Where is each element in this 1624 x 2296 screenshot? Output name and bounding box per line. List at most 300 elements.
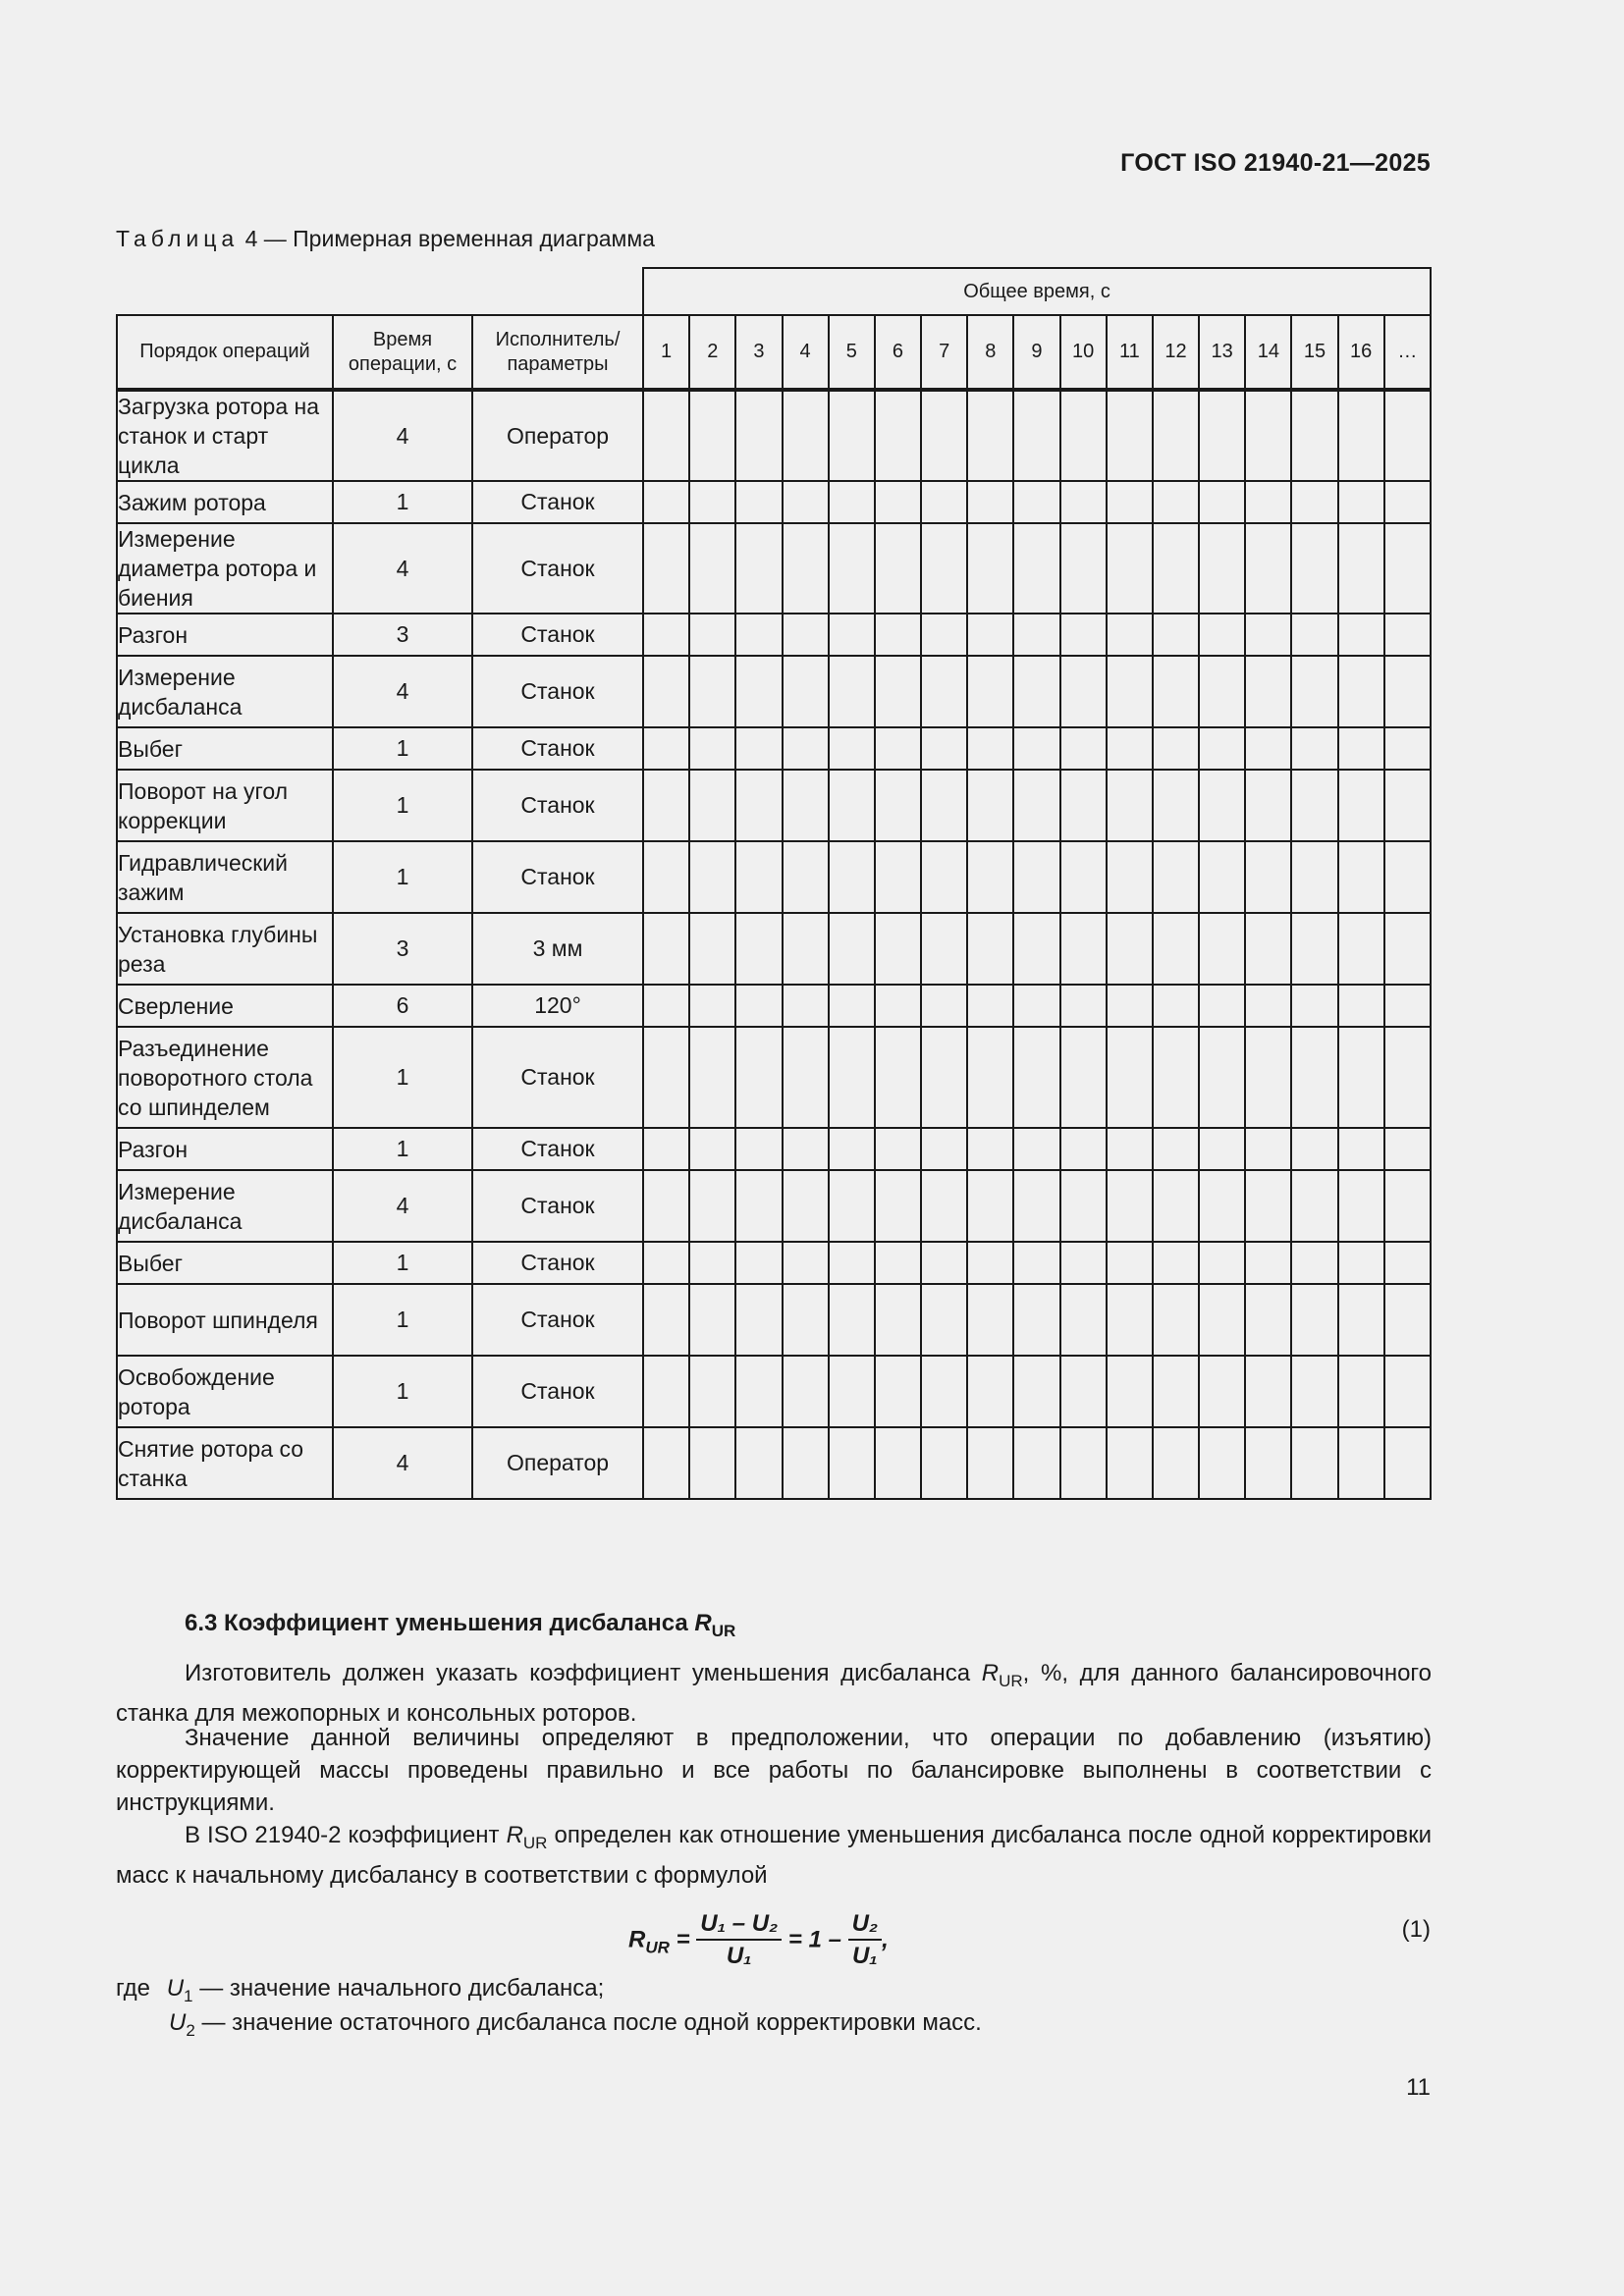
timeline-cell: [735, 727, 782, 770]
timeline-cell: [1060, 841, 1107, 913]
operation-cell: Разгон: [117, 614, 333, 656]
duration-cell: 4: [333, 1427, 472, 1499]
timeline-cell: [1291, 1027, 1337, 1128]
time-column-2: 2: [689, 315, 735, 390]
duration-cell: 3: [333, 913, 472, 985]
timeline-cell: [967, 614, 1013, 656]
timeline-cell: [1153, 1427, 1199, 1499]
timeline-cell: [1245, 1027, 1291, 1128]
time-column-3: 3: [735, 315, 782, 390]
timeline-cell: [1384, 770, 1431, 841]
timeline-cell: [829, 1356, 875, 1427]
timeline-cell: [967, 1284, 1013, 1356]
page-number: 11: [1406, 2074, 1431, 2101]
timeline-cell: [735, 1242, 782, 1284]
timeline-cell: [643, 985, 689, 1027]
timeline-cell: [1107, 1242, 1153, 1284]
duration-cell: 1: [333, 1027, 472, 1128]
timeline-cell: [1291, 1170, 1337, 1242]
timeline-cell: [829, 1242, 875, 1284]
formula-den-1: U₁: [726, 1943, 752, 1969]
timeline-cell: [783, 481, 829, 523]
timeline-cell: [689, 985, 735, 1027]
timeline-cell: [689, 770, 735, 841]
timeline-cell: [967, 727, 1013, 770]
timeline-cell: [735, 1027, 782, 1128]
time-column-4: 4: [783, 315, 829, 390]
timeline-cell: [1013, 913, 1059, 985]
timeline-cell: [1384, 1128, 1431, 1170]
duration-cell: 6: [333, 985, 472, 1027]
timeline-cell: [921, 1027, 967, 1128]
timeline-cell: [783, 841, 829, 913]
timeline-cell: [829, 1128, 875, 1170]
timeline-cell: [967, 481, 1013, 523]
timeline-cell: [1153, 841, 1199, 913]
executor-cell: 3 мм: [472, 913, 643, 985]
operation-cell: Измерение дисбаланса: [117, 656, 333, 727]
timeline-cell: [643, 614, 689, 656]
timeline-cell: [1338, 390, 1384, 481]
timeline-cell: [1107, 656, 1153, 727]
timeline-cell: [1060, 1356, 1107, 1427]
timeline-cell: [735, 1427, 782, 1499]
timeline-cell: [1153, 614, 1199, 656]
where-u1: [116, 1975, 604, 2006]
timeline-cell: [1291, 1128, 1337, 1170]
timeline-cell: [1384, 390, 1431, 481]
table-row: [117, 614, 1431, 656]
rur-symbol: R: [981, 1660, 1000, 1686]
operation-column-header: Порядок операций: [117, 315, 333, 390]
timeline-cell: [1338, 770, 1384, 841]
timeline-cell: [1245, 1170, 1291, 1242]
duration-cell: 1: [333, 1284, 472, 1356]
formula-mid: = 1 –: [787, 1926, 841, 1953]
timeline-cell: [1199, 770, 1245, 841]
timeline-cell: [643, 770, 689, 841]
timeline-cell: [829, 1427, 875, 1499]
timeline-cell: [643, 1427, 689, 1499]
timeline-cell: [921, 1356, 967, 1427]
timeline-cell: [1013, 523, 1059, 614]
timeline-cell: [783, 1027, 829, 1128]
table-row: [117, 523, 1431, 614]
operation-cell: Поворот на угол коррекции: [117, 770, 333, 841]
timeline-cell: [1107, 1356, 1153, 1427]
timeline-cell: [829, 841, 875, 913]
table-row: [117, 1427, 1431, 1499]
timeline-cell: [1245, 770, 1291, 841]
timeline-cell: [1338, 985, 1384, 1027]
table-caption-text: 4 — Примерная временная диаграмма: [244, 226, 655, 251]
timeline-cell: [1153, 481, 1199, 523]
timeline-cell: [735, 656, 782, 727]
executor-cell: 120°: [472, 985, 643, 1027]
paragraph-3-b: определен как отношение уменьшения дисбаланса после одной корректировки масс к начальному дисбалансу в соответствии с формулой: [116, 1822, 1432, 1889]
executor-cell: Станок: [472, 727, 643, 770]
executor-cell: Станок: [472, 1170, 643, 1242]
timeline-cell: [1291, 1356, 1337, 1427]
timeline-cell: [967, 1242, 1013, 1284]
timeline-cell: [1199, 390, 1245, 481]
timeline-cell: [1245, 523, 1291, 614]
timeline-cell: [1060, 1128, 1107, 1170]
timeline-cell: [1384, 841, 1431, 913]
timeline-cell: [783, 1128, 829, 1170]
timeline-cell: [643, 1170, 689, 1242]
timeline-cell: [783, 1170, 829, 1242]
time-column-1: 1: [643, 315, 689, 390]
timeline-cell: [1338, 1128, 1384, 1170]
timeline-cell: [829, 1170, 875, 1242]
timeline-cell: [1245, 614, 1291, 656]
timeline-cell: [921, 1284, 967, 1356]
duration-cell: 1: [333, 481, 472, 523]
timeline-cell: [735, 523, 782, 614]
timeline-cell: [875, 656, 921, 727]
timeline-cell: [1060, 481, 1107, 523]
timeline-cell: [1245, 913, 1291, 985]
rur-symbol-2: R: [506, 1822, 523, 1848]
section-symbol-sub: UR: [711, 1622, 736, 1640]
executor-cell: Станок: [472, 656, 643, 727]
timeline-cell: [1199, 1170, 1245, 1242]
timeline-cell: [1338, 1284, 1384, 1356]
timeline-cell: [1107, 841, 1153, 913]
section-title: [185, 1610, 735, 1641]
table-row: [117, 390, 1431, 481]
timeline-cell: [1153, 1356, 1199, 1427]
timeline-cell: [1384, 1027, 1431, 1128]
operation-cell: Измерение дисбаланса: [117, 1170, 333, 1242]
timeline-cell: [1199, 1128, 1245, 1170]
executor-cell: Оператор: [472, 1427, 643, 1499]
timeline-cell: [689, 1242, 735, 1284]
timeline-cell: [1153, 1170, 1199, 1242]
time-column-header: Время операции, с: [333, 315, 472, 390]
timeline-cell: [689, 1356, 735, 1427]
timeline-cell: [1384, 1356, 1431, 1427]
timing-diagram-table: [116, 267, 1432, 1500]
where-label: где: [116, 1975, 151, 2002]
time-column-12: 12: [1153, 315, 1199, 390]
paragraph-3-a: В ISO 21940-2 коэффициент: [185, 1822, 500, 1848]
timeline-cell: [1338, 614, 1384, 656]
timeline-cell: [1384, 614, 1431, 656]
table-row: [117, 985, 1431, 1027]
duration-cell: 4: [333, 390, 472, 481]
time-column-14: 14: [1245, 315, 1291, 390]
timeline-cell: [1245, 1427, 1291, 1499]
header-spacer: [117, 268, 643, 315]
time-column-9: 9: [1013, 315, 1059, 390]
timeline-cell: [829, 614, 875, 656]
timeline-cell: [1245, 390, 1291, 481]
formula-fraction-1: [696, 1909, 782, 1972]
timeline-cell: [783, 770, 829, 841]
executor-cell: Станок: [472, 770, 643, 841]
u2-symbol: U: [169, 2009, 187, 2036]
timeline-cell: [643, 1128, 689, 1170]
timeline-cell: [829, 727, 875, 770]
timeline-cell: [735, 770, 782, 841]
where-u2: [169, 2009, 982, 2041]
timeline-cell: [1060, 913, 1107, 985]
operation-cell: Разъединение поворотного стола со шпинделем: [117, 1027, 333, 1128]
timeline-cell: [1013, 770, 1059, 841]
time-column-15: 15: [1291, 315, 1337, 390]
timeline-cell: [1107, 523, 1153, 614]
timeline-cell: [1384, 913, 1431, 985]
timeline-cell: [1107, 1284, 1153, 1356]
timeline-cell: [735, 1170, 782, 1242]
timeline-cell: [1384, 1284, 1431, 1356]
timeline-cell: [643, 727, 689, 770]
time-column-6: 6: [875, 315, 921, 390]
section-symbol: R: [694, 1610, 712, 1636]
timeline-cell: [1291, 770, 1337, 841]
timeline-cell: [875, 727, 921, 770]
timeline-cell: [643, 1027, 689, 1128]
timeline-cell: [1199, 1427, 1245, 1499]
operation-cell: Освобождение ротора: [117, 1356, 333, 1427]
timeline-cell: [1384, 985, 1431, 1027]
timeline-cell: [1013, 985, 1059, 1027]
timeline-cell: [921, 985, 967, 1027]
timeline-cell: [1291, 1427, 1337, 1499]
time-column-7: 7: [921, 315, 967, 390]
timeline-cell: [967, 913, 1013, 985]
u1-symbol: U: [166, 1975, 185, 2002]
time-column-16: 16: [1338, 315, 1384, 390]
duration-cell: 1: [333, 1128, 472, 1170]
table-row: [117, 1128, 1431, 1170]
table-caption: [116, 226, 655, 252]
timeline-cell: [921, 727, 967, 770]
operation-cell: Снятие ротора со станка: [117, 1427, 333, 1499]
timeline-cell: [1107, 1170, 1153, 1242]
timeline-cell: [829, 1284, 875, 1356]
rur-symbol-2-sub: UR: [522, 1834, 548, 1852]
timeline-cell: [1013, 727, 1059, 770]
timeline-cell: [967, 390, 1013, 481]
timeline-cell: [875, 1284, 921, 1356]
table-body: [117, 390, 1431, 1499]
table-row: [117, 841, 1431, 913]
timeline-cell: [1338, 656, 1384, 727]
timeline-cell: [689, 727, 735, 770]
timeline-cell: [735, 985, 782, 1027]
timeline-cell: [829, 1027, 875, 1128]
timeline-cell: [875, 523, 921, 614]
timeline-cell: [783, 656, 829, 727]
timeline-cell: [1060, 523, 1107, 614]
operation-cell: Гидравлический зажим: [117, 841, 333, 913]
executor-cell: Станок: [472, 1356, 643, 1427]
table-row: [117, 1170, 1431, 1242]
timeline-cell: [1245, 481, 1291, 523]
operation-cell: Разгон: [117, 1128, 333, 1170]
timeline-cell: [1199, 841, 1245, 913]
timeline-cell: [1199, 656, 1245, 727]
paragraph-2: [116, 1722, 1432, 1819]
timeline-cell: [1291, 656, 1337, 727]
timeline-cell: [1107, 913, 1153, 985]
timeline-cell: [783, 1356, 829, 1427]
timeline-cell: [1153, 770, 1199, 841]
timeline-cell: [689, 390, 735, 481]
timeline-cell: [1013, 614, 1059, 656]
timeline-cell: [1199, 1242, 1245, 1284]
timeline-cell: [689, 841, 735, 913]
formula-fraction-2: [848, 1909, 882, 1972]
total-time-header: Общее время, с: [643, 268, 1431, 315]
timeline-cell: [1153, 913, 1199, 985]
timeline-cell: [829, 985, 875, 1027]
timeline-cell: [1153, 727, 1199, 770]
timeline-cell: [735, 481, 782, 523]
duration-cell: 1: [333, 841, 472, 913]
timeline-cell: [921, 656, 967, 727]
timeline-cell: [1384, 1242, 1431, 1284]
timeline-cell: [1060, 727, 1107, 770]
timeline-cell: [1338, 1427, 1384, 1499]
timeline-cell: [783, 523, 829, 614]
timeline-cell: [1013, 1284, 1059, 1356]
timeline-cell: [643, 841, 689, 913]
timeline-cell: [921, 390, 967, 481]
timeline-cell: [783, 913, 829, 985]
timeline-cell: [1107, 985, 1153, 1027]
timeline-cell: [1338, 841, 1384, 913]
timeline-cell: [967, 985, 1013, 1027]
timeline-cell: [829, 390, 875, 481]
timeline-cell: [783, 1242, 829, 1284]
timeline-cell: [689, 913, 735, 985]
timeline-cell: [1107, 770, 1153, 841]
timeline-cell: [783, 390, 829, 481]
timeline-cell: [643, 390, 689, 481]
formula-den-2: U₁: [851, 1943, 878, 1969]
timeline-cell: [1199, 523, 1245, 614]
paragraph-2-text: Значение данной величины определяют в предположении, что операции по добавлению (изъятию) корректирующей массы проведены правильно и все работы по балансировке выполнены в соответствии с инструкциями.: [116, 1725, 1432, 1816]
timeline-cell: [1060, 390, 1107, 481]
timeline-cell: [1107, 1427, 1153, 1499]
timeline-cell: [1384, 1427, 1431, 1499]
table-caption-prefix: Таблица: [116, 226, 240, 251]
timeline-cell: [1245, 841, 1291, 913]
operation-cell: Сверление: [117, 985, 333, 1027]
timeline-cell: [689, 656, 735, 727]
duration-cell: 1: [333, 727, 472, 770]
timeline-cell: [735, 841, 782, 913]
table-row: [117, 727, 1431, 770]
timeline-cell: [1013, 1170, 1059, 1242]
timeline-cell: [1245, 656, 1291, 727]
timeline-cell: [735, 1284, 782, 1356]
duration-cell: 4: [333, 656, 472, 727]
timeline-cell: [829, 523, 875, 614]
timeline-cell: [875, 770, 921, 841]
formula-num-2: U₂: [848, 1909, 882, 1941]
timeline-cell: [1060, 985, 1107, 1027]
timeline-cell: [1291, 390, 1337, 481]
timeline-cell: [875, 481, 921, 523]
timeline-cell: [1291, 1284, 1337, 1356]
timeline-cell: [829, 913, 875, 985]
timeline-cell: [1153, 523, 1199, 614]
timeline-cell: [1153, 1128, 1199, 1170]
timeline-cell: [1245, 1242, 1291, 1284]
duration-cell: 1: [333, 1356, 472, 1427]
timeline-cell: [921, 523, 967, 614]
paragraph-1-a: Изготовитель должен указать коэффициент уменьшения дисбаланса: [185, 1660, 971, 1686]
table-row: [117, 1356, 1431, 1427]
timeline-cell: [1013, 1427, 1059, 1499]
table-row: [117, 656, 1431, 727]
timeline-cell: [1107, 1128, 1153, 1170]
timeline-cell: [1291, 913, 1337, 985]
timeline-cell: [921, 481, 967, 523]
timeline-cell: [875, 614, 921, 656]
paragraph-1-b: , %, для данного балансировочного станка для межопорных и консольных роторов.: [116, 1660, 1432, 1727]
timeline-cell: [967, 523, 1013, 614]
timeline-cell: [643, 913, 689, 985]
timeline-cell: [1338, 727, 1384, 770]
timeline-cell: [921, 614, 967, 656]
timeline-cell: [1199, 481, 1245, 523]
timeline-cell: [1199, 913, 1245, 985]
time-column-5: 5: [829, 315, 875, 390]
timeline-cell: [1013, 1356, 1059, 1427]
formula-lhs: R: [628, 1926, 646, 1953]
duration-cell: 1: [333, 770, 472, 841]
table-row: [117, 1242, 1431, 1284]
timeline-cell: [921, 1427, 967, 1499]
timeline-cell: [1199, 1356, 1245, 1427]
executor-cell: Станок: [472, 841, 643, 913]
timeline-cell: [921, 1242, 967, 1284]
timeline-cell: [1338, 1356, 1384, 1427]
timeline-cell: [1013, 390, 1059, 481]
operation-cell: Выбег: [117, 727, 333, 770]
timeline-cell: [1013, 1128, 1059, 1170]
timeline-cell: [643, 1242, 689, 1284]
timeline-cell: [643, 1356, 689, 1427]
timeline-cell: [829, 481, 875, 523]
timeline-cell: [967, 1027, 1013, 1128]
timeline-cell: [1384, 523, 1431, 614]
timeline-cell: [829, 656, 875, 727]
timeline-cell: [1245, 985, 1291, 1027]
time-column-10: 10: [1060, 315, 1107, 390]
timeline-cell: [967, 1128, 1013, 1170]
section-title-text: 6.3 Коэффициент уменьшения дисбаланса: [185, 1610, 688, 1636]
executor-cell: Оператор: [472, 390, 643, 481]
timeline-cell: [875, 985, 921, 1027]
timeline-cell: [1245, 1284, 1291, 1356]
executor-cell: Станок: [472, 1242, 643, 1284]
timeline-cell: [1384, 727, 1431, 770]
timeline-cell: [783, 985, 829, 1027]
u2-sub: 2: [186, 2021, 195, 2040]
timeline-cell: [689, 1170, 735, 1242]
timeline-cell: [1107, 481, 1153, 523]
timeline-cell: [1338, 523, 1384, 614]
standard-header: ГОСТ ISO 21940-21—2025: [1120, 149, 1431, 177]
timeline-cell: [783, 1284, 829, 1356]
